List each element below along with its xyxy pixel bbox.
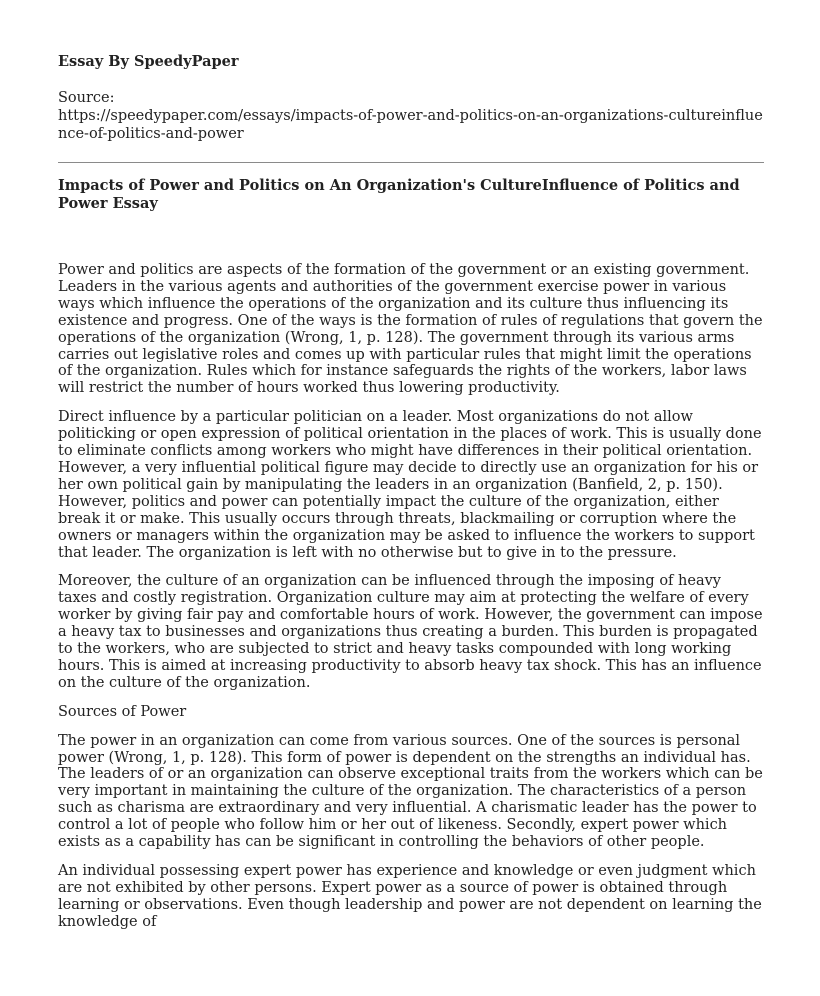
brand-title: Essay By SpeedyPaper xyxy=(58,53,239,70)
paragraph: Moreover, the culture of an organization can be influenced through the imposing of heavy taxes and costly registration. Organization culture may aim at protecting the welfare of every worker by giving fair pay and comfortable hours of work. However, the government can impose a heavy tax to businesses and organizations thus creating a burden. This burden is propagated to the workers, who are subjected to strict and heavy tasks compounded with long working hours. This is aimed at increasing productivity to absorb heavy tax shock. This has an influence on the culture of the organization. xyxy=(58,573,763,691)
header-divider xyxy=(58,162,764,163)
paragraph: Direct influence by a particular politician on a leader. Most organizations do not allow politicking or open expression of political orientation in the places of work. This is usually done to eliminate conflicts among workers who might have differences in their political orientation. However, a very influential political figure may decide to directly use an organization for his or her own political gain by manipulating the leaders in an organization (Banfield, 2, p. 150). However, politics and power can potentially impact the culture of the organization, either break it or make. This usually occurs through threats, blackmailing or corruption where the owners or managers within the organization may be asked to influence the workers to support that leader. The organization is left with no otherwise but to give in to the pressure. xyxy=(58,409,762,561)
paragraph: An individual possessing expert power has experience and knowledge or even judgment which are not exhibited by other persons. Expert power as a source of power is obtained through learning or observations. Even though leadership and power are not dependent on learning the knowledge of xyxy=(58,863,762,930)
section-heading: Sources of Power xyxy=(58,703,187,720)
paragraph: The power in an organization can come from various sources. One of the sources is personal power (Wrong, 1, p. 128). This form of power is dependent on the strengths an individual has. The leaders of or an organization can observe exceptional traits from the workers which can be very important in maintaining the culture of the organization. The characteristics of a person such as charisma are extraordinary and very influential. A charismatic leader has the power to control a lot of people who follow him or her out of likeness. Secondly, expert power which exists as a capability has can be significant in controlling the behaviors of other people. xyxy=(58,732,763,851)
document-page xyxy=(58,52,764,943)
source-label: Source: xyxy=(58,90,115,106)
paragraph: Power and politics are aspects of the formation of the government or an existing government. Leaders in the various agents and authorities of the government exercise power in various ways which influence the operations of the organization and its culture thus influencing its existence and progress. One of the ways is the formation of rules of regulations that govern the operations of the organization (Wrong, 1, p. 128). The government through its various arms carries out legislative roles and comes up with particular rules that might limit the operations of the organization. Rules which for instance safeguards the rights of the workers, labor laws will restrict the number of hours worked thus lowering productivity. xyxy=(58,262,763,397)
essay-body xyxy=(58,262,764,931)
essay-title: Impacts of Power and Politics on An Organization's CultureInfluence of Politics and Power Essay xyxy=(58,177,740,212)
source-url: https://speedypaper.com/essays/impacts-of-power-and-politics-on-an-organizations-cultureinfluence-of-politics-and-power xyxy=(58,108,763,142)
